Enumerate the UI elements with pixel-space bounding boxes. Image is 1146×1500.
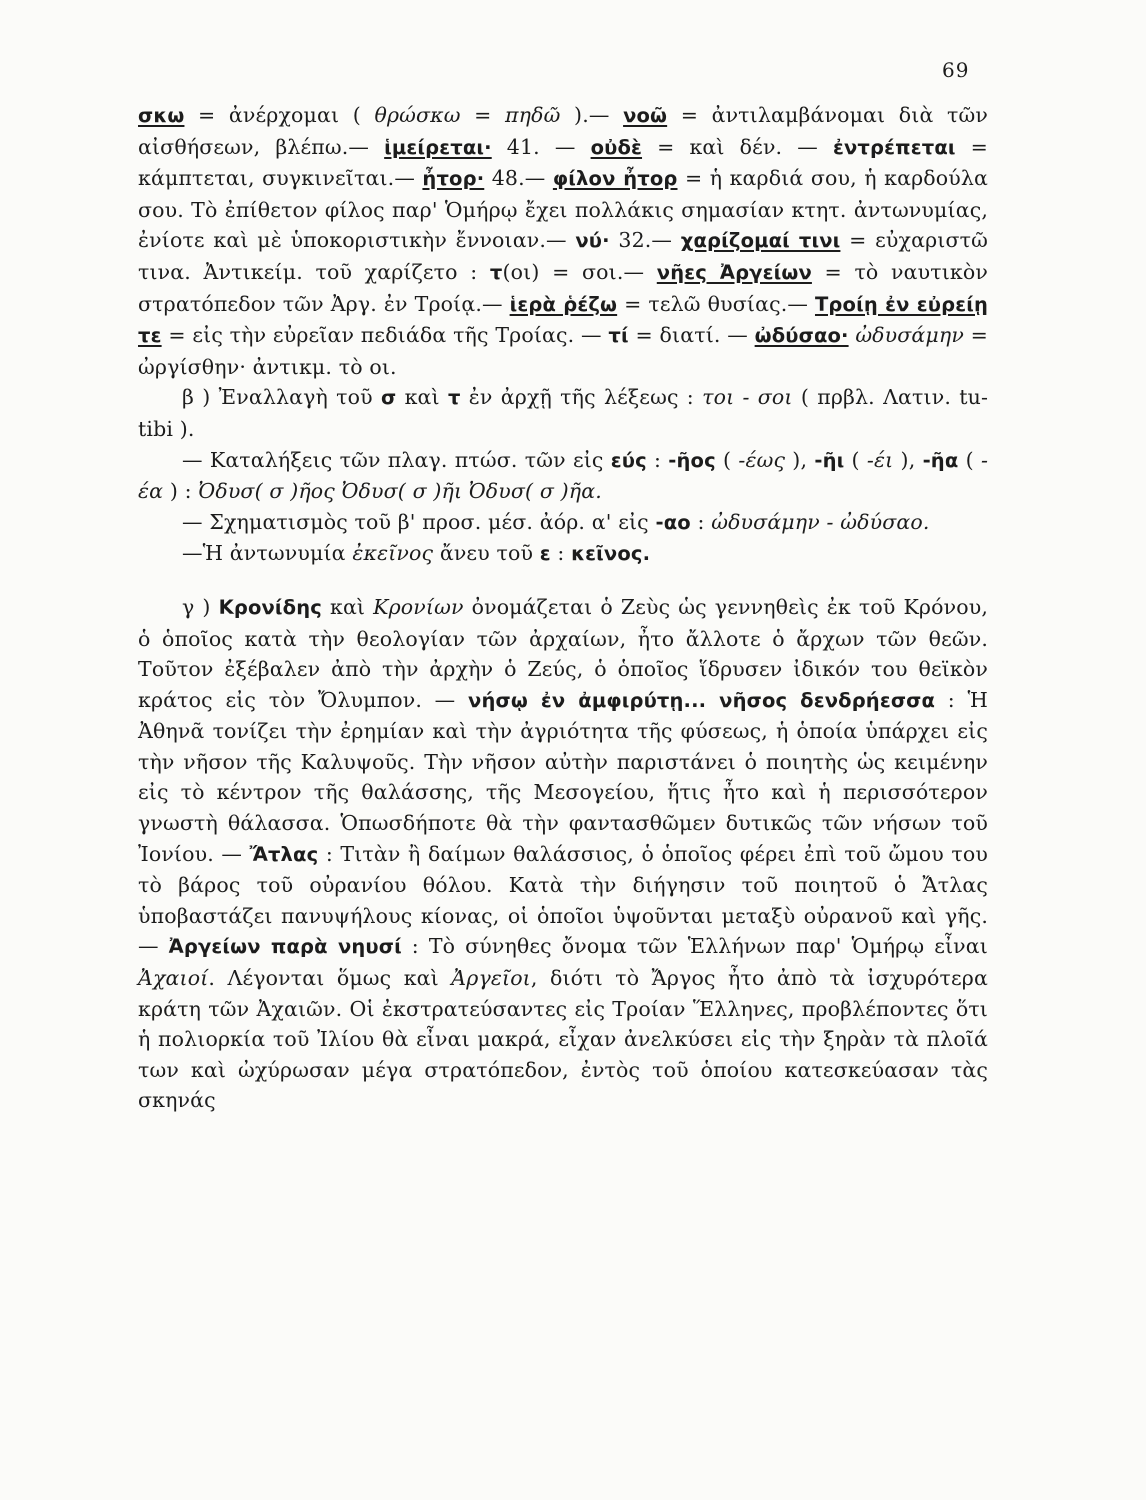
term: σκω (138, 104, 185, 127)
term: ἐντρέπεται (833, 135, 956, 159)
term: φίλον ἦτορ (552, 167, 678, 191)
page-body (138, 100, 988, 1116)
term: χαρίζομαί τινι (680, 229, 841, 253)
term: οὐδὲ (590, 135, 643, 159)
term: Τροίῃ ἐν εὐρείῃ τε (138, 292, 989, 348)
term: ἱμείρεται· (384, 135, 492, 159)
term: νοῶ (623, 104, 668, 127)
note-paragraph-pronoun: —Ἡ ἀντωνυμία ἐκεῖνος ἄνευ τοῦ ε : κεῖνος. (182, 541, 651, 566)
note-paragraph-beta: β ) Ἐναλλαγὴ τοῦ σ καὶ τ ἐν ἀρχῇ τῆς λέξεως : τοι - σοι ( πρβλ. Λατιν. tu-tibi ). (138, 385, 989, 441)
term: νύ· (575, 229, 610, 253)
page-number: 69 (942, 58, 970, 82)
note-paragraph-aorist: — Σχηματισμὸς τοῦ β' προσ. μέσ. ἀόρ. α' εἰς -αο : ὠδυσάμην - ὠδύσαο. (182, 509, 930, 534)
term: νῆες Ἀργείων (656, 260, 812, 284)
term: τί (608, 324, 629, 348)
term: ἦτορ· (422, 167, 485, 191)
note-paragraph-endings: — Καταλήξεις τῶν πλαγ. πτώσ. τῶν εἰς εύς : -ῆος ( -έως ), -ῆι ( -έι ), -ῆα ( -έα ) : Ὀδυσ( σ )ῆος Ὀδυσ( σ )ῆι Ὀδυσ( σ )ῆα. (138, 447, 989, 504)
term: τ (489, 260, 503, 284)
term: ἱερὰ ῥέζω (509, 292, 618, 316)
term: ὠδύσαο· (754, 324, 849, 348)
note-paragraph-gamma: γ ) Κρονίδης καὶ Κρονίων ὀνομάζεται ὁ Ζεὺς ὡς γεννηθεὶς ἐκ τοῦ Κρόνου, ὁ ὁποῖος κατὰ τὴν θεολογίαν τῶν ἀρχαίων, ἦτο ἄλλοτε ὁ ἄρχων τῶν θεῶν. Τοῦτον ἐξέβαλεν ἀπὸ τὴν ἀρχὴν ὁ Ζεύς, ὁ ὁποῖος ἵδρυσεν ἰδικόν του θεϊκὸν κράτος εἰς τὸν Ὄλυμπον. — νήσῳ ἐν ἀμφιρύτῃ... νῆσος δενδρήεσσα : Ἡ Ἀθηνᾶ τονίζει τὴν ἐρημίαν καὶ τὴν ἀγριότητα τῆς φύσεως, ἡ ὁποία ὑπάρχει εἰς τὴν νῆσον τῆς Καλυψοῦς. Τὴν νῆσον αὐτὴν παριστάνει ὁ ποιητὴς ὡς κειμένην εἰς τὸ κέντρον τῆς θαλάσσης, τῆς Μεσογείου, ἥτις ἦτο καὶ ἡ περισσότερον γνωστὴ θάλασσα. Ὁπωσδήποτε θὰ τὴν φαντασθῶμεν δυτικῶς τῶν νήσων τοῦ Ἰονίου. — Ἄτλας : Τιτὰν ἢ δαίμων θαλάσσιος, ὁ ὁποῖος φέρει ἐπὶ τοῦ ὤμου του τὸ βάρος τοῦ οὐρανίου θόλου. Κατὰ τὴν διήγησιν τοῦ ποιητοῦ ὁ Ἄτλας ὑποβαστάζει πανυψήλους κίονας, οἱ ὁποῖοι ὑψοῦνται μεταξὺ οὐρανοῦ καὶ γῆς.— Ἀργείων παρὰ νηυσί : Τὸ σύνηθες ὄνομα τῶν Ἑλλήνων παρ' Ὁμήρῳ εἶναι Ἀχαιοί. Λέγονται ὅμως καὶ Ἀργεῖοι, διότι τὸ Ἄργος ἦτο ἀπὸ τὰ ἰσχυρότερα κράτη τῶν Ἀχαιῶν. Οἱ ἐκστρατεύσαντες εἰς Τροίαν Ἕλληνες, προβλέποντες ὅτι ἡ πολιορκία τοῦ Ἰλίου θὰ εἶναι μακρά, εἶχαν ἀνελκύσει εἰς τὴν ξηρὰν τὰ πλοῖά των καὶ ὠχύρωσαν μέγα στρατόπεδον, ἐντὸς τοῦ ὁποίου κατεσκεύασαν τὰς σκηνάς (138, 594, 988, 1113)
glossary-paragraph: σκω = ἀνέρχομαι ( θρώσκω = πηδῶ ).— νοῶ = ἀντιλαμβάνομαι διὰ τῶν αἰσθήσεων, βλέπω.— ἱμείρεται· 41. — οὐδὲ = καὶ δέν. — ἐντρέπεται = κάμπτεται, συγκινεῖται.— ἦτορ· 48.— φίλον ἦτορ = ἡ καρδιά σου, ἡ καρδούλα σου. Τὸ ἐπίθετον φίλος παρ' Ὁμήρῳ ἔχει πολλάκις σημασίαν κτητ. ἀντωνυμίας, ἐνίοτε καὶ μὲ ὑποκοριστικὴν ἔννοιαν.— νύ· 32.— χαρίζομαί τινι = εὐχαριστῶ τινα. Ἀντικείμ. τοῦ χαρίζετο : τ(οι) = σοι.— νῆες Ἀργείων = τὸ ναυτικὸν στρατόπεδον τῶν Ἀργ. ἐν Τροίᾳ.— ἱερὰ ῥέζω = τελῶ θυσίας.— Τροίῃ ἐν εὐρείῃ τε = εἰς τὴν εὐρεῖαν πεδιάδα τῆς Τροίας. — τί = διατί. — ὠδύσαο· ὠδυσάμην = ὠργίσθην· ἀντικμ. τὸ οι. (138, 103, 989, 379)
